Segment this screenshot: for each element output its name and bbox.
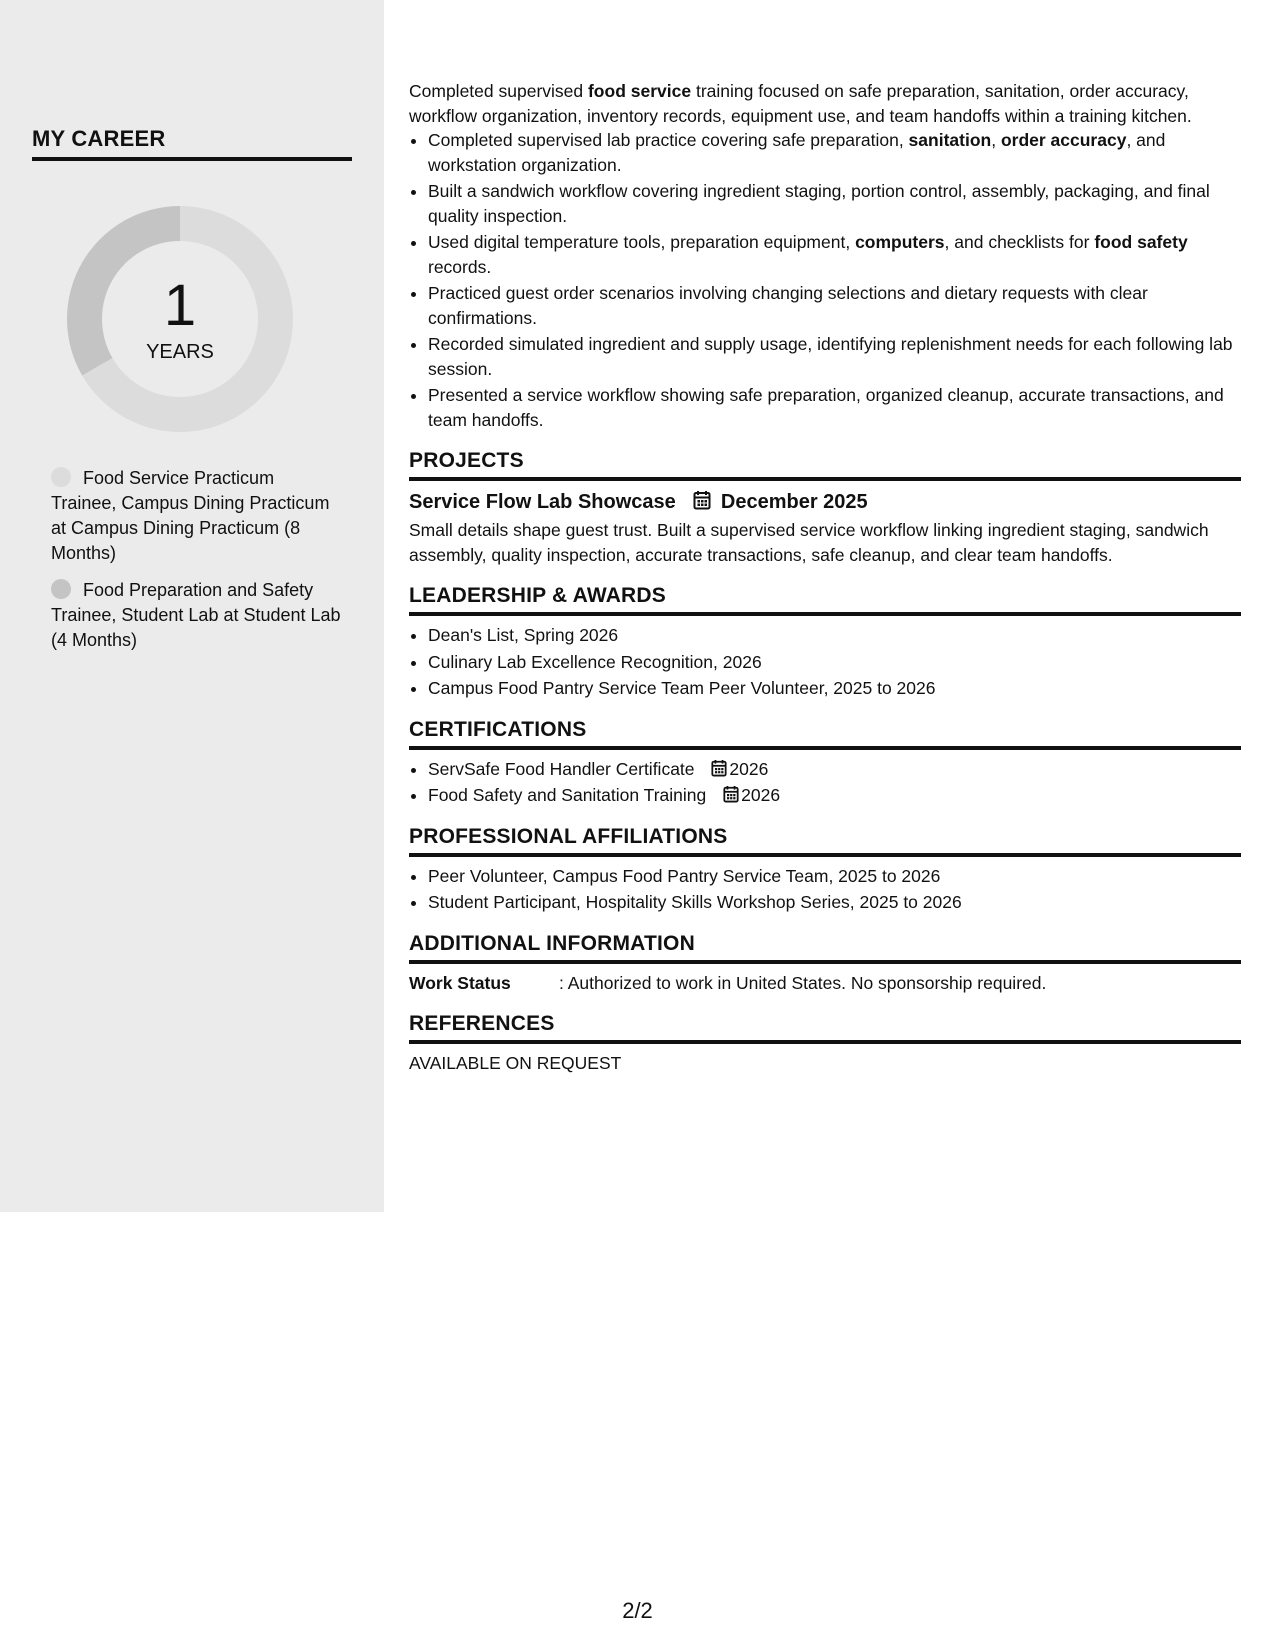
projects-section [409,449,1241,567]
career-donut-chart [66,205,294,433]
career-legend-item [51,578,341,653]
project-name: Service Flow Lab Showcase [409,491,676,513]
experience-bullets [409,128,1241,432]
bullet-text: records. [428,256,492,277]
certification-year: 2026 [741,785,781,805]
bullet-text: , and workstation organization. [428,130,1166,175]
bullet-text: , [991,130,1001,150]
sidebar [0,0,384,1212]
list-item: • Peer Volunteer, Campus Food Pantry Service Team, 2025 to 2026 [428,864,1241,889]
main-content [409,79,1241,1075]
list-item: • Campus Food Pantry Service Team Peer Volunteer, 2025 to 2026 [428,676,1241,701]
career-legend [51,466,341,665]
list-item [428,757,1241,782]
certification-year: 2026 [729,758,769,779]
summary-text: Completed supervised [409,81,588,101]
career-item-text: Food Service Practicum Trainee, Campus Dining Practicum at Campus Dining Practicum (8 Months) [51,468,330,563]
experience-bullet: • Recorded simulated ingredient and supply usage, identifying replenishment needs for each following lab session. [428,332,1241,381]
list-item [428,783,1241,808]
bullet-text: Used digital temperature tools, preparation equipment, [428,232,856,252]
references-section [409,1012,1241,1075]
certification-name: Food Safety and Sanitation Training [428,785,707,805]
years-label: YEARS [146,341,214,363]
experience-bullet: • Presented a service workflow showing safe preparation, organized cleanup, accurate transactions, and team handoffs. [428,383,1241,432]
years-value: 1 [163,273,197,338]
career-legend-item [51,466,341,566]
certification-name: ServSafe Food Handler Certificate [428,758,695,779]
career-item-text: Food Preparation and Safety Trainee, Student Lab at Student Lab (4 Months) [51,580,341,650]
leadership-section [409,584,1241,701]
career-heading: MY CAREER [32,126,352,161]
experience-summary [409,79,1241,128]
list-item: • Student Participant, Hospitality Skills Workshop Series, 2025 to 2026 [428,890,1241,915]
section-title: CERTIFICATIONS [409,718,1241,750]
list-item: • Culinary Lab Excellence Recognition, 2026 [428,650,1241,675]
experience-bullet: • Built a sandwich workflow covering ingredient staging, portion control, assembly, packaging, and final quality inspection. [428,179,1241,228]
affiliations-list [409,864,1241,915]
experience-bullet [428,230,1241,279]
section-title: PROFESSIONAL AFFILIATIONS [409,825,1241,857]
work-status-key: Work Status [409,972,511,993]
certifications-list [409,757,1241,808]
additional-section [409,932,1241,995]
project-description: Small details shape guest trust. Built a supervised service workflow linking ingredient staging, sandwich assembly, quality inspection, accurate transactions, safe cleanup, and clear team handoffs. [409,520,1209,565]
work-status-value: : Authorized to work in United States. No sponsorship required. [559,972,1047,993]
list-item: • Dean's List, Spring 2026 [428,623,1241,648]
section-title: PROJECTS [409,449,1241,481]
page-number: 2/2 [622,1598,653,1623]
calendar-icon [711,759,727,777]
section-title: ADDITIONAL INFORMATION [409,932,1241,964]
project-date: December 2025 [720,491,868,513]
work-status-row [409,971,1241,995]
legend-dot-icon [51,467,71,487]
calendar-icon [693,490,711,510]
summary-keyword: food service [587,81,692,101]
summary-text: training focused on safe preparation, sanitation, order accuracy, workflow organization, inventory records, equipment use, and team handoffs within a training kitchen. [409,81,1192,126]
bullet-text: Completed supervised lab practice covering safe preparation, [428,130,909,150]
bullet-keyword: computers [855,232,945,252]
leadership-list [409,623,1241,701]
section-title: REFERENCES [409,1012,1241,1044]
bullet-keyword: order accuracy [1000,130,1127,150]
affiliations-section [409,825,1241,915]
bullet-text: , and checklists for [944,232,1095,252]
bullet-keyword: food safety [1094,232,1188,252]
bullet-keyword: sanitation [908,130,992,150]
experience-bullet [428,128,1241,177]
legend-dot-icon [51,579,71,599]
section-title: LEADERSHIP & AWARDS [409,584,1241,616]
certifications-section [409,718,1241,808]
project-header [409,488,1241,516]
calendar-icon [723,785,739,803]
experience-bullet: • Practiced guest order scenarios involving changing selections and dietary requests with clear confirmations. [428,281,1241,330]
references-text: AVAILABLE ON REQUEST [409,1052,622,1073]
